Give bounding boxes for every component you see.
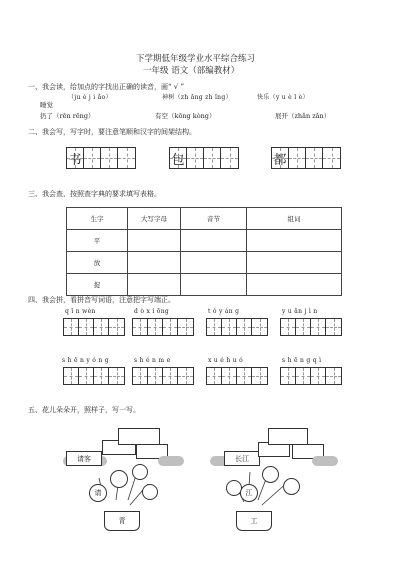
- section4-heading: 四、我会拼，看拼音写词语，注意把字写端正。: [28, 296, 175, 304]
- flower-circle: [240, 484, 258, 502]
- char-cell: 都: [272, 148, 289, 168]
- flower-circle[interactable]: [262, 466, 279, 483]
- pinyin-label: x u é h u ó: [208, 357, 243, 364]
- page-subtitle: 一年级 语文（部编教材）: [143, 66, 240, 76]
- table-cell: 平: [67, 230, 128, 252]
- section2-heading: 二、我会写，写字时，要注意笔顺和汉字的间架结构。: [28, 128, 196, 136]
- section1-pinyin-3: 快乐（y u è l è）: [257, 94, 309, 101]
- pinyin-label: d ò x i ōng: [134, 308, 170, 315]
- page-title: 下学期低年级学业水平综合练习: [136, 54, 256, 64]
- petal-box[interactable]: [268, 428, 308, 445]
- table-header: 大写字母: [128, 208, 181, 230]
- label-box-left: [66, 451, 102, 466]
- pinyin-label: s h é n m e: [134, 357, 171, 364]
- char-cell: 书: [67, 148, 84, 168]
- pinyin-label: s h ē n y ó n g: [62, 357, 109, 364]
- label-box-right: [224, 451, 260, 466]
- circle-text: 请: [94, 489, 102, 497]
- section1-word-1: 睡觉: [40, 101, 53, 109]
- pot-text: 青: [118, 517, 126, 525]
- char-cell: 包: [170, 148, 187, 168]
- cloud-decoration: [312, 456, 338, 466]
- section1-row2-1: 扔了（rēn rēng）: [40, 112, 95, 120]
- section1-pinyin-2: 神树（zh ǎng zh ǐng）: [162, 94, 232, 101]
- table-cell: 放: [67, 252, 128, 274]
- cloud-decoration: [158, 456, 184, 466]
- table-header: 生字: [67, 208, 128, 230]
- flower-circle[interactable]: [132, 464, 148, 480]
- section3-heading: 三、我会查，按照查字典的要求填写表格。: [28, 190, 161, 198]
- label-box-text: 请客: [77, 454, 91, 463]
- table-header: 组词: [247, 208, 342, 230]
- section1-row2-3: 展开（zhǎn zǎn）: [275, 112, 331, 120]
- flower-pot: [236, 511, 272, 531]
- label-box-text: 长江: [235, 454, 249, 463]
- pinyin-label: q ī n wèn: [65, 308, 96, 315]
- flower-circle: [89, 484, 107, 502]
- pot-text: 工: [250, 517, 258, 525]
- section5-heading: 五、花儿朵朵开，照样子，写一写。: [28, 406, 140, 414]
- pinyin-label: y u ǎn j ì n: [282, 308, 318, 315]
- petal-box[interactable]: [118, 428, 160, 445]
- table-header: 音节: [181, 208, 247, 230]
- flower-circle[interactable]: [110, 470, 128, 488]
- section1-row2-2: 有空（kōng kòng）: [155, 112, 216, 120]
- table-cell: 捉: [67, 274, 128, 296]
- section1-pinyin-1: （ju è j i ǎo）: [68, 94, 112, 101]
- circle-text: 江: [245, 489, 253, 497]
- flower-circle[interactable]: [283, 478, 300, 495]
- pinyin-label: s h ē n g q ì: [282, 357, 322, 364]
- flower-circle[interactable]: [142, 484, 158, 500]
- pinyin-label: t ó y án g: [208, 308, 240, 315]
- section1-heading: 一、我会读，给加点的字找出正确的读音，画“ √ ”: [28, 83, 185, 91]
- flower-pot: [104, 511, 140, 531]
